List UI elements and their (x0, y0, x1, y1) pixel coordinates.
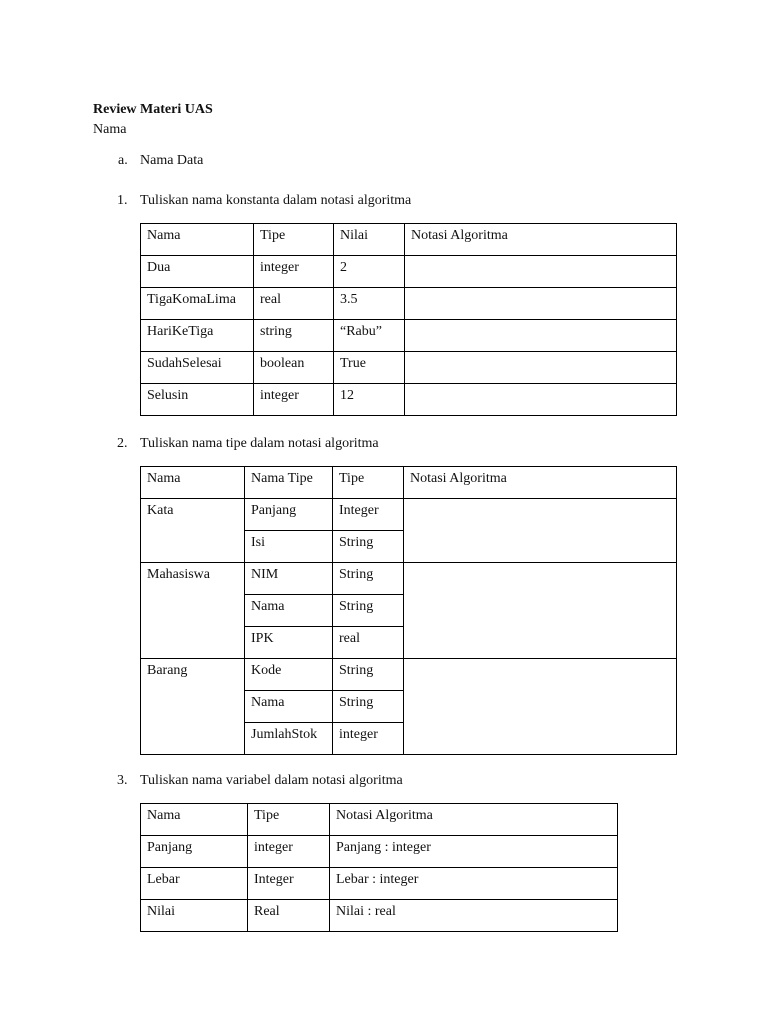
table-cell: Dua (141, 256, 254, 288)
table-cell: Panjang (141, 836, 248, 868)
field-type-cell: integer (333, 723, 404, 755)
table-cell: True (334, 352, 405, 384)
section-a-label: Nama Data (140, 153, 204, 168)
table-row (141, 288, 677, 320)
field-name-cell: Kode (245, 659, 333, 691)
table-header-row (141, 467, 677, 499)
column-header: Nilai (334, 224, 405, 256)
column-header: Nama (141, 804, 248, 836)
table-row (141, 256, 677, 288)
table-row (141, 352, 677, 384)
field-type-cell: String (333, 659, 404, 691)
field-name-cell: Isi (245, 531, 333, 563)
column-header: Nama Tipe (245, 467, 333, 499)
column-header: Notasi Algoritma (330, 804, 618, 836)
type-name-cell: Barang (141, 659, 245, 755)
table-cell: integer (254, 256, 334, 288)
type-name-cell: Kata (141, 499, 245, 563)
table-row (141, 320, 677, 352)
variables-table (140, 803, 618, 932)
column-header: Notasi Algoritma (405, 224, 677, 256)
table-cell: Nilai (141, 900, 248, 932)
question-1-marker: 1. (117, 193, 128, 208)
type-name-cell: Mahasiswa (141, 563, 245, 659)
table-cell: HariKeTiga (141, 320, 254, 352)
field-name-cell: Nama (245, 595, 333, 627)
column-header: Tipe (333, 467, 404, 499)
name-line: Nama (93, 122, 127, 137)
table-row (141, 900, 618, 932)
field-type-cell: real (333, 627, 404, 659)
column-header: Tipe (248, 804, 330, 836)
table-cell: “Rabu” (334, 320, 405, 352)
table-cell: Panjang : integer (330, 836, 618, 868)
question-2-text: Tuliskan nama tipe dalam notasi algoritma (140, 436, 379, 451)
question-3-marker: 3. (117, 773, 128, 788)
table-cell (405, 352, 677, 384)
table-row (141, 868, 618, 900)
table-row (141, 836, 618, 868)
table-cell: boolean (254, 352, 334, 384)
section-a-marker: a. (118, 153, 128, 168)
field-type-cell: String (333, 563, 404, 595)
field-name-cell: Nama (245, 691, 333, 723)
field-name-cell: IPK (245, 627, 333, 659)
table-cell: TigaKomaLima (141, 288, 254, 320)
table-cell: Real (248, 900, 330, 932)
notation-cell (404, 499, 677, 563)
column-header: Nama (141, 467, 245, 499)
column-header: Tipe (254, 224, 334, 256)
table-cell: Selusin (141, 384, 254, 416)
table-cell: 3.5 (334, 288, 405, 320)
field-name-cell: NIM (245, 563, 333, 595)
table-row (141, 499, 677, 531)
column-header: Nama (141, 224, 254, 256)
question-2-marker: 2. (117, 436, 128, 451)
types-table (140, 466, 677, 755)
field-type-cell: String (333, 595, 404, 627)
table-cell: Integer (248, 868, 330, 900)
table-cell: string (254, 320, 334, 352)
table-cell: Lebar : integer (330, 868, 618, 900)
page-title: Review Materi UAS (93, 102, 213, 117)
table-cell: integer (254, 384, 334, 416)
notation-cell (404, 563, 677, 659)
table-cell: integer (248, 836, 330, 868)
notation-cell (404, 659, 677, 755)
table-cell (405, 288, 677, 320)
table-cell (405, 256, 677, 288)
table-cell: 12 (334, 384, 405, 416)
field-type-cell: String (333, 691, 404, 723)
question-3-text: Tuliskan nama variabel dalam notasi algoritma (140, 773, 403, 788)
table-header-row (141, 804, 618, 836)
table-cell (405, 384, 677, 416)
constants-table (140, 223, 677, 416)
column-header: Notasi Algoritma (404, 467, 677, 499)
field-type-cell: Integer (333, 499, 404, 531)
table-cell: 2 (334, 256, 405, 288)
table-cell (405, 320, 677, 352)
field-type-cell: String (333, 531, 404, 563)
table-header-row (141, 224, 677, 256)
table-cell: SudahSelesai (141, 352, 254, 384)
table-row (141, 659, 677, 691)
question-1-text: Tuliskan nama konstanta dalam notasi algoritma (140, 193, 412, 208)
table-cell: Lebar (141, 868, 248, 900)
field-name-cell: Panjang (245, 499, 333, 531)
table-cell: real (254, 288, 334, 320)
table-row (141, 563, 677, 595)
field-name-cell: JumlahStok (245, 723, 333, 755)
table-cell: Nilai : real (330, 900, 618, 932)
table-row (141, 384, 677, 416)
